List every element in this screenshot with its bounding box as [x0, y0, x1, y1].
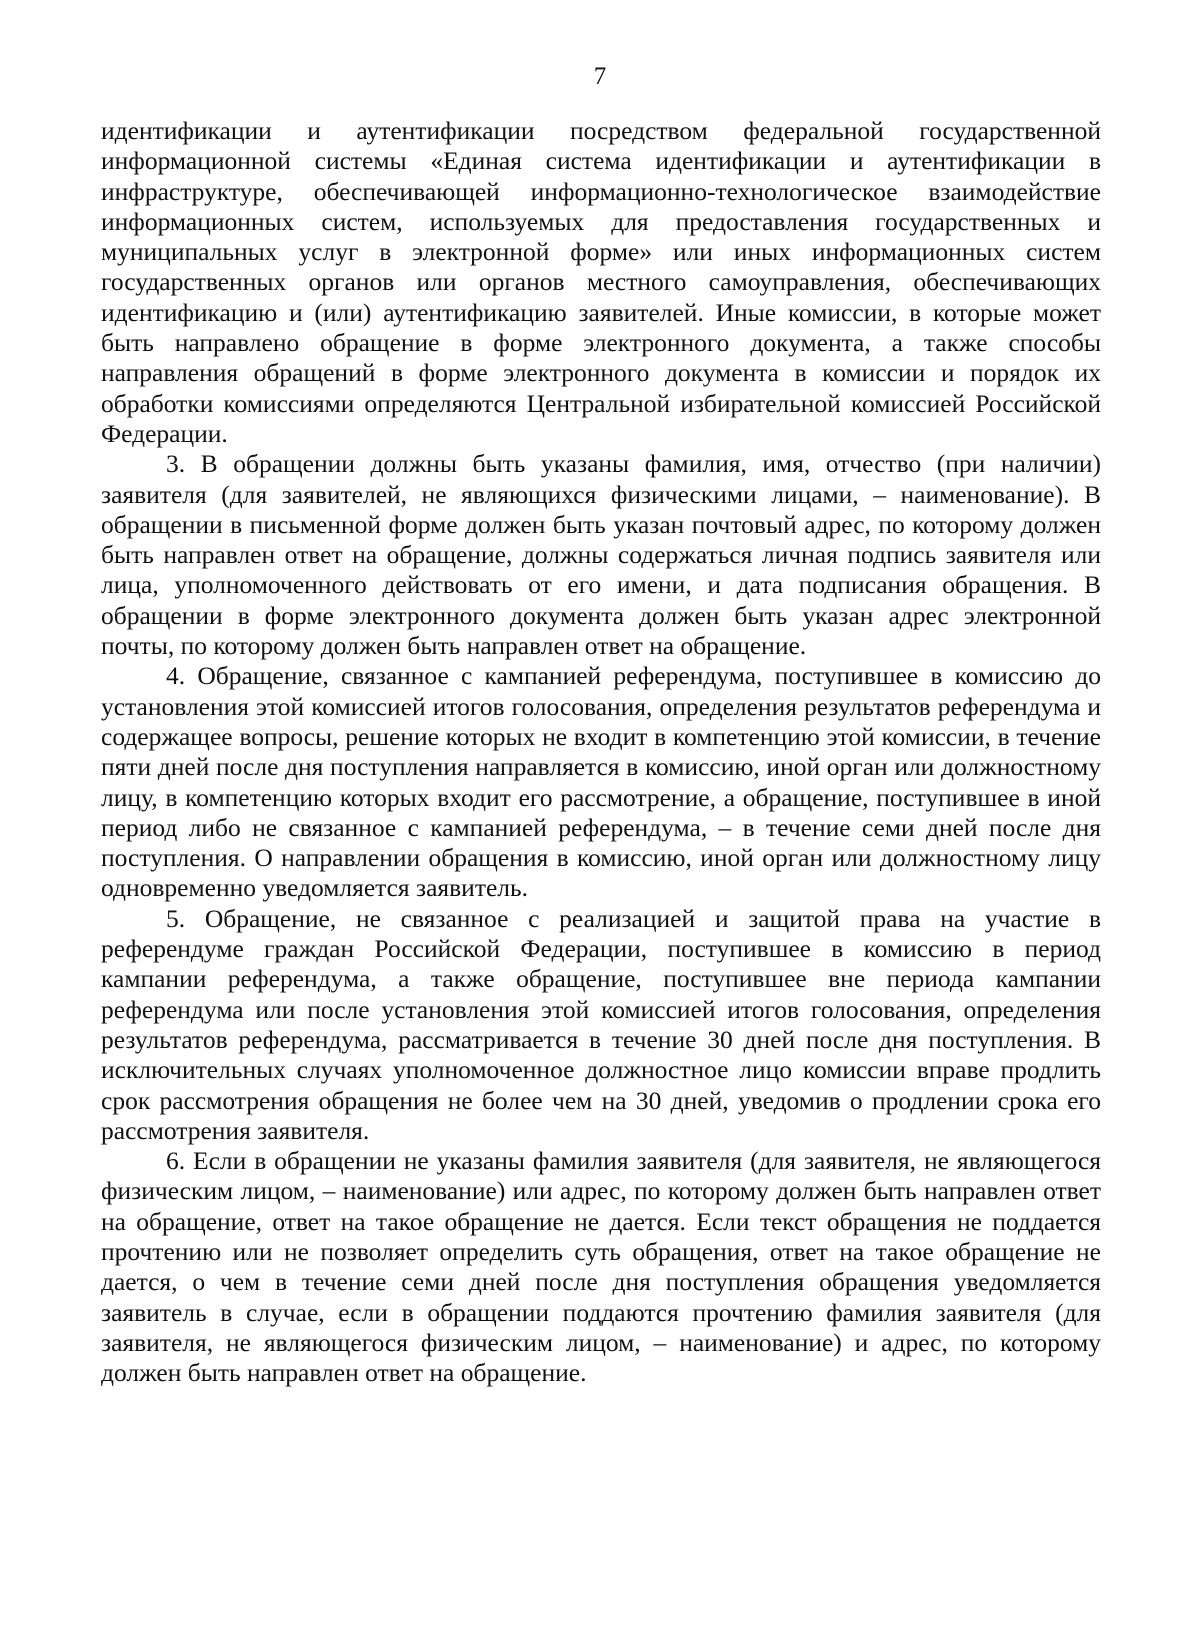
paragraph-continuation: идентификации и аутентификации посредством федеральной государственной информационной системы «Единая система идентификации и аутентификации в инфраструктуре, обеспечивающей информационно-технологическое взаимодействие информационных систем, используемых для предоставления государственных и муниципальных услуг в электронной форме» или иных информационных систем государственных органов или органов местного самоуправления, обеспечивающих идентификацию и (или) аутентификацию заявителей. Иные комиссии, в которые может быть направлено обращение в форме электронного документа, а также способы направления обращений в форме электронного документа в комиссии и порядок их обработки комиссиями определяются Центральной избирательной комиссией Российской Федерации. [101, 116, 1101, 448]
document-body [101, 116, 1101, 1388]
paragraph-3: 3. В обращении должны быть указаны фамилия, имя, отчество (при наличии) заявителя (для заявителей, не являющихся физическими лицами, – наименование). В обращении в письменной форме должен быть указан почтовый адрес, по которому должен быть направлен ответ на обращение, должны содержаться личная подпись заявителя или лица, уполномоченного действовать от его имени, и дата подписания обращения. В обращении в форме электронного документа должен быть указан адрес электронной почты, по которому должен быть направлен ответ на обращение. [101, 449, 1101, 661]
paragraph-4: 4. Обращение, связанное с кампанией референдума, поступившее в комиссию до установления этой комиссией итогов голосования, определения результатов референдума и содержащее вопросы, решение которых не входит в компетенцию этой комиссии, в течение пяти дней после дня поступления направляется в комиссию, иной орган или должностному лицу, в компетенцию которых входит его рассмотрение, а обращение, поступившее в иной период либо не связанное с кампанией референдума, – в течение семи дней после дня поступления. О направлении обращения в комиссию, иной орган или должностному лицу одновременно уведомляется заявитель. [101, 661, 1101, 903]
paragraph-6: 6. Если в обращении не указаны фамилия заявителя (для заявителя, не являющегося физическим лицом, – наименование) или адрес, по которому должен быть направлен ответ на обращение, ответ на такое обращение не дается. Если текст обращения не поддается прочтению или не позволяет определить суть обращения, ответ на такое обращение не дается, о чем в течение семи дней после дня поступления обращения уведомляется заявитель в случае, если в обращении поддаются прочтению фамилия заявителя (для заявителя, не являющегося физическим лицом, – наименование) и адрес, по которому должен быть направлен ответ на обращение. [101, 1146, 1101, 1388]
page-number: 7 [593, 63, 607, 90]
paragraph-5: 5. Обращение, не связанное с реализацией и защитой права на участие в референдуме граждан Российской Федерации, поступившее в комиссию в период кампании референдума, а также обращение, поступившее вне периода кампании референдума или после установления этой комиссией итогов голосования, определения результатов референдума, рассматривается в течение 30 дней после дня поступления. В исключительных случаях уполномоченное должностное лицо комиссии вправе продлить срок рассмотрения обращения не более чем на 30 дней, уведомив о продлении срока его рассмотрения заявителя. [101, 903, 1101, 1145]
